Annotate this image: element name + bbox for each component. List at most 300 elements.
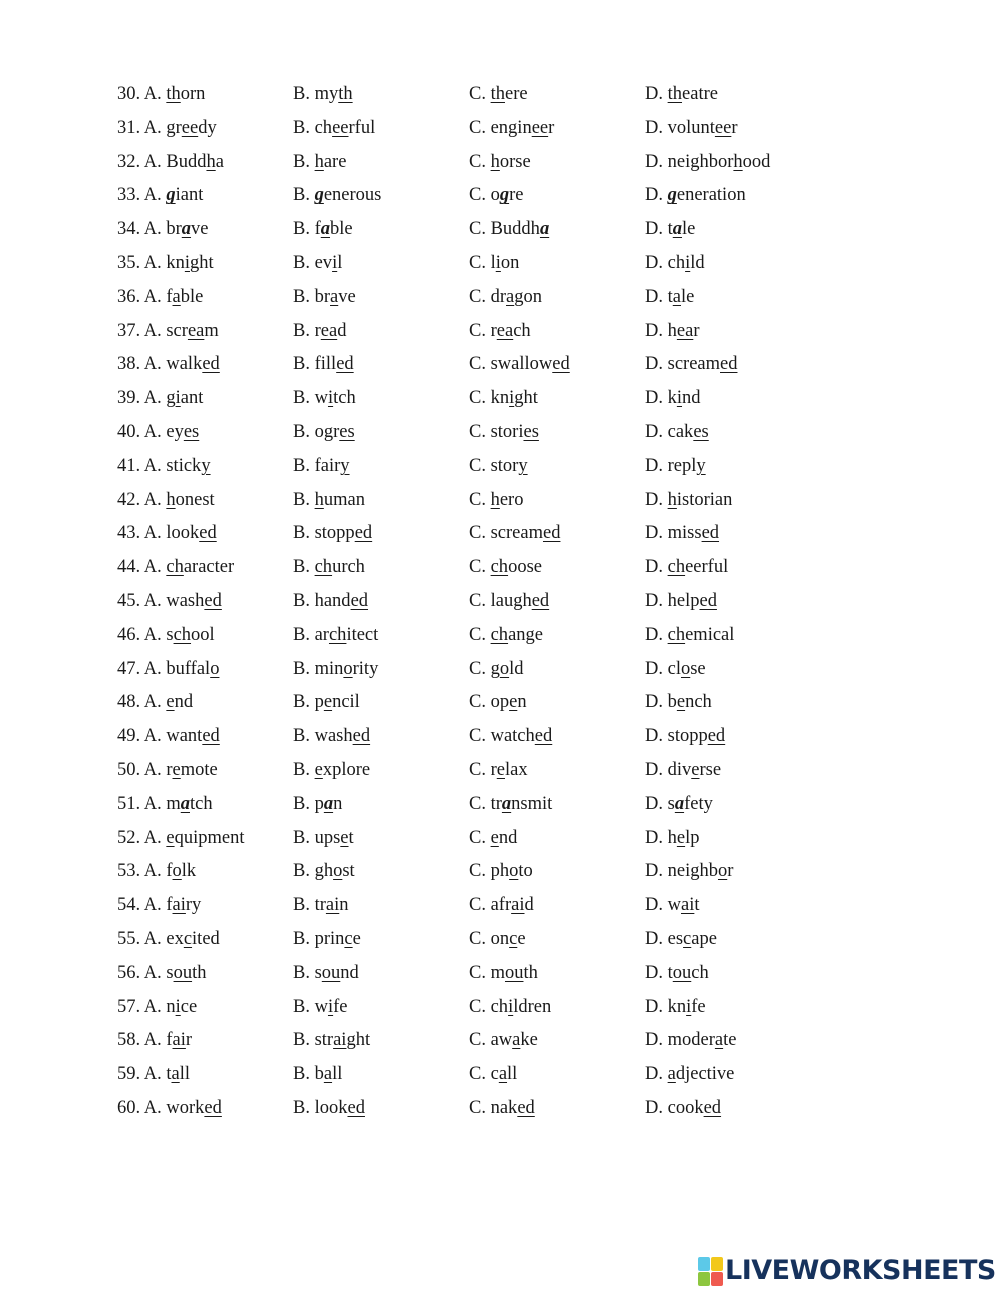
question-row — [0, 1091, 1000, 1125]
word-end: ld — [509, 658, 524, 679]
question-number: 35. — [117, 253, 141, 273]
option-a — [117, 77, 205, 111]
word-end: ape — [691, 929, 717, 949]
option-letter: D. — [645, 455, 663, 476]
word-start: work — [166, 1098, 205, 1118]
word-start: neighbor — [667, 151, 734, 172]
highlighted-letters: i — [175, 996, 181, 1017]
highlighted-letters: e — [166, 692, 175, 713]
word-end: lp — [685, 827, 700, 848]
word-start: prin — [314, 929, 345, 949]
word-end: l — [337, 253, 343, 273]
question-number: 46. — [117, 624, 141, 645]
word-start: f — [314, 219, 321, 240]
highlighted-letters: ai — [325, 895, 340, 916]
word-end: a — [215, 151, 224, 172]
highlighted-letters: y — [340, 455, 350, 476]
option-letter: B. — [293, 760, 310, 780]
option-letter: D. — [645, 996, 663, 1017]
word-end: xplore — [322, 760, 371, 780]
option-d — [645, 246, 705, 280]
option-letter: B. — [293, 1064, 310, 1085]
highlighted-letters: ai — [172, 1030, 186, 1051]
word-end: ght — [346, 1030, 371, 1051]
word-start: my — [314, 84, 339, 104]
highlighted-letters: o — [333, 861, 343, 882]
word-start: scream — [490, 523, 543, 544]
option-letter: A. — [143, 1064, 162, 1085]
option-b — [293, 314, 346, 348]
word-start: b — [667, 692, 677, 713]
option-letter: A. — [143, 793, 162, 814]
highlighted-letters: ed — [720, 354, 738, 375]
option-c — [469, 381, 538, 415]
word-end: nd — [498, 827, 518, 848]
question-row — [0, 145, 1000, 179]
highlighted-letters: c — [683, 929, 692, 949]
question-number: 60. — [117, 1098, 141, 1118]
word-start: volunt — [667, 117, 715, 138]
option-letter: B. — [293, 422, 310, 442]
option-letter: D. — [645, 388, 663, 409]
option-a — [117, 652, 219, 686]
highlighted-letters: ou — [173, 962, 193, 983]
option-c — [469, 314, 531, 348]
option-b — [293, 483, 365, 517]
question-row — [0, 1057, 1000, 1091]
word-end: e — [517, 929, 526, 949]
option-d — [645, 618, 734, 652]
option-d — [645, 719, 725, 753]
word-end: n — [333, 793, 343, 814]
option-letter: C. — [469, 692, 486, 713]
option-letter: D. — [645, 1064, 663, 1085]
word-end: nd — [340, 962, 359, 983]
option-letter: C. — [469, 861, 486, 882]
option-c — [469, 347, 570, 381]
word-start: look — [166, 523, 200, 544]
option-letter: B. — [293, 523, 310, 544]
question-row — [0, 111, 1000, 145]
highlighted-letters: i — [685, 253, 691, 273]
word-end: le — [682, 219, 696, 240]
highlighted-letters: ed — [204, 591, 222, 611]
option-b — [293, 1023, 370, 1057]
option-c — [469, 821, 517, 855]
option-b — [293, 280, 356, 314]
word-start: ar — [314, 624, 329, 645]
option-c — [469, 1057, 517, 1091]
word-start: stopp — [314, 523, 355, 544]
question-number: 38. — [117, 354, 141, 375]
option-letter: A. — [143, 253, 162, 273]
highlighted-letters: e — [509, 692, 518, 713]
highlighted-letters: e — [490, 827, 499, 848]
word-end: are — [323, 151, 347, 172]
word-start: t — [667, 962, 673, 983]
word-end: eneration — [676, 185, 746, 206]
highlighted-letters: ed — [204, 1098, 222, 1118]
word-end: ve — [191, 219, 209, 240]
option-letter: A. — [143, 422, 162, 442]
option-letter: C. — [469, 996, 486, 1017]
word-start: scream — [667, 354, 721, 375]
highlighted-letters: a — [501, 793, 512, 814]
option-letter: B. — [293, 388, 310, 409]
word-end: tch — [190, 793, 213, 814]
option-letter: A. — [143, 354, 162, 375]
highlighted-letters: i — [509, 388, 515, 409]
option-letter: D. — [645, 422, 663, 442]
option-d — [645, 1091, 721, 1125]
option-d — [645, 888, 700, 922]
option-letter: A. — [143, 489, 162, 510]
option-a — [117, 178, 203, 212]
word-start: watch — [490, 726, 535, 747]
word-end: m — [204, 320, 219, 341]
word-start: ph — [490, 861, 510, 882]
option-b — [293, 685, 360, 719]
word-start: ogr — [314, 422, 340, 442]
option-letter: D. — [645, 286, 663, 307]
option-letter: B. — [293, 286, 310, 307]
word-start: repl — [667, 455, 697, 476]
option-d — [645, 516, 719, 550]
word-end: re — [509, 185, 524, 206]
highlighted-letters: ea — [496, 320, 514, 341]
option-d — [645, 145, 770, 179]
option-b — [293, 956, 359, 990]
question-number: 33. — [117, 185, 141, 206]
option-c — [469, 719, 552, 753]
word-start: f — [166, 895, 173, 916]
icon-tile — [711, 1257, 723, 1271]
word-start: f — [166, 861, 173, 882]
option-letter: D. — [645, 320, 663, 341]
question-row — [0, 280, 1000, 314]
word-start: stick — [166, 455, 202, 476]
option-c — [469, 77, 528, 111]
question-number: 39. — [117, 388, 141, 409]
word-end: r — [731, 117, 738, 138]
icon-tile — [711, 1272, 723, 1286]
option-letter: D. — [645, 219, 663, 240]
highlighted-letters: e — [340, 827, 349, 848]
word-start: wash — [314, 726, 353, 747]
highlighted-letters: ed — [542, 523, 561, 544]
highlighted-letters: g — [166, 185, 176, 206]
liveworksheets-logo — [698, 1253, 996, 1289]
word-end: orse — [499, 151, 531, 172]
highlighted-letters: g — [667, 185, 677, 206]
word-end: ch — [513, 320, 531, 341]
word-start: ev — [314, 253, 333, 273]
word-start: g — [490, 658, 500, 679]
highlighted-letters: a — [672, 286, 681, 307]
option-letter: D. — [645, 827, 663, 848]
highlighted-letters: h — [733, 151, 743, 172]
option-letter: C. — [469, 1098, 486, 1118]
option-d — [645, 652, 706, 686]
question-number: 50. — [117, 760, 141, 780]
word-end: orn — [180, 84, 206, 104]
option-d — [645, 685, 712, 719]
option-c — [469, 888, 534, 922]
option-letter: B. — [293, 591, 310, 611]
option-a — [117, 990, 197, 1024]
question-number: 43. — [117, 523, 141, 544]
option-b — [293, 618, 378, 652]
option-c — [469, 685, 527, 719]
question-number: 31. — [117, 117, 141, 138]
highlighted-letters: o — [343, 658, 353, 679]
question-row — [0, 618, 1000, 652]
word-start: r — [314, 320, 321, 341]
option-b — [293, 77, 353, 111]
word-start: cl — [667, 658, 681, 679]
option-letter: B. — [293, 929, 310, 949]
highlighted-letters: ed — [199, 523, 217, 544]
word-end: n — [517, 692, 527, 713]
highlighted-letters: ai — [172, 895, 186, 916]
option-letter: D. — [645, 793, 663, 814]
question-row — [0, 685, 1000, 719]
word-end: ldren — [513, 996, 552, 1017]
question-number: 58. — [117, 1030, 141, 1051]
word-start: f — [166, 286, 173, 307]
word-start: g — [166, 388, 176, 409]
highlighted-letters: ed — [352, 726, 371, 747]
option-letter: C. — [469, 929, 486, 949]
word-end: d — [524, 895, 534, 916]
highlighted-letters: a — [674, 793, 685, 814]
word-start: p — [314, 692, 324, 713]
highlighted-letters: ea — [320, 320, 338, 341]
word-end: t — [694, 895, 700, 916]
highlighted-letters: y — [201, 455, 211, 476]
option-d — [645, 111, 738, 145]
word-start: look — [314, 1098, 348, 1118]
question-number: 37. — [117, 320, 141, 341]
option-b — [293, 381, 356, 415]
highlighted-letters: g — [314, 185, 324, 206]
question-row — [0, 922, 1000, 956]
word-end: ke — [520, 1030, 538, 1051]
option-letter: B. — [293, 84, 310, 104]
option-b — [293, 922, 361, 956]
option-a — [117, 415, 199, 449]
option-d — [645, 381, 701, 415]
question-row — [0, 483, 1000, 517]
option-letter: A. — [143, 286, 162, 307]
option-letter: B. — [293, 117, 310, 138]
option-letter: C. — [469, 962, 486, 983]
option-letter: A. — [143, 861, 162, 882]
highlighted-letters: e — [676, 827, 686, 848]
option-letter: A. — [143, 996, 162, 1017]
word-end: n — [339, 895, 349, 916]
question-row — [0, 178, 1000, 212]
highlighted-letters: ed — [202, 726, 220, 747]
highlighted-letters: a — [714, 1030, 724, 1051]
word-start: c — [490, 1064, 499, 1085]
word-end: e — [352, 929, 361, 949]
highlighted-letters: y — [518, 455, 528, 476]
highlighted-letters: i — [495, 253, 501, 273]
question-row — [0, 381, 1000, 415]
question-number: 53. — [117, 861, 141, 882]
question-row — [0, 347, 1000, 381]
word-start: wash — [166, 591, 205, 611]
brand-text: LIVEWORKSHEETS — [725, 1255, 996, 1286]
highlighted-letters: ee — [332, 117, 349, 138]
word-end: lax — [504, 760, 528, 780]
highlighted-letters: ch — [173, 624, 192, 645]
highlighted-letters: e — [676, 692, 686, 713]
word-end: to — [518, 861, 533, 882]
highlighted-letters: h — [667, 489, 677, 510]
question-row — [0, 212, 1000, 246]
question-row — [0, 550, 1000, 584]
highlighted-letters: o — [499, 658, 510, 679]
highlighted-letters: a — [672, 219, 683, 240]
option-letter: D. — [645, 1098, 663, 1118]
option-c — [469, 1091, 535, 1125]
word-start: aw — [490, 1030, 513, 1051]
option-letter: D. — [645, 84, 663, 104]
highlighted-letters: a — [320, 219, 331, 240]
option-a — [117, 618, 215, 652]
liveworksheets-icon — [698, 1257, 722, 1285]
option-letter: C. — [469, 455, 486, 476]
word-end: oose — [508, 557, 542, 578]
word-start: kn — [490, 388, 510, 409]
word-end: uman — [323, 489, 365, 510]
highlighted-letters: a — [667, 1064, 676, 1085]
option-c — [469, 246, 519, 280]
option-d — [645, 212, 695, 246]
highlighted-letters: es — [523, 422, 539, 442]
highlighted-letters: ou — [504, 962, 524, 983]
option-a — [117, 246, 214, 280]
option-b — [293, 347, 354, 381]
option-letter: D. — [645, 624, 663, 645]
option-b — [293, 753, 370, 787]
word-end: ited — [192, 929, 220, 949]
option-letter: C. — [469, 760, 486, 780]
option-letter: C. — [469, 354, 486, 375]
word-start: r — [490, 760, 497, 780]
option-letter: A. — [143, 117, 162, 138]
word-start: ch — [490, 996, 509, 1017]
question-number: 45. — [117, 591, 141, 611]
word-start: h — [667, 827, 677, 848]
option-letter: C. — [469, 1064, 486, 1085]
question-number: 44. — [117, 557, 141, 578]
option-letter: A. — [143, 760, 162, 780]
word-end: th — [523, 962, 538, 983]
highlighted-letters: a — [539, 219, 550, 240]
word-start: nak — [490, 1098, 518, 1118]
word-start: want — [166, 726, 203, 747]
option-letter: D. — [645, 929, 663, 949]
word-end: eatre — [682, 84, 718, 104]
option-letter: B. — [293, 861, 310, 882]
option-letter: B. — [293, 557, 310, 578]
word-end: r — [693, 320, 700, 341]
option-letter: C. — [469, 185, 486, 206]
option-letter: D. — [645, 185, 663, 206]
question-number: 30. — [117, 84, 141, 104]
option-b — [293, 652, 378, 686]
highlighted-letters: i — [676, 388, 683, 409]
highlighted-letters: i — [327, 388, 334, 409]
option-b — [293, 821, 354, 855]
option-letter: C. — [469, 557, 486, 578]
question-number: 54. — [117, 895, 141, 916]
word-start: gr — [166, 117, 182, 138]
highlighted-letters: o — [717, 861, 728, 882]
highlighted-letters: ed — [699, 591, 717, 611]
word-end: rful — [348, 117, 376, 138]
word-start: p — [314, 793, 324, 814]
word-start: stopp — [667, 726, 708, 747]
highlighted-letters: th — [667, 84, 683, 104]
word-start: walk — [166, 354, 203, 375]
option-a — [117, 888, 201, 922]
option-letter: A. — [143, 455, 162, 476]
highlighted-letters: o — [172, 861, 182, 882]
question-number: 47. — [117, 658, 141, 679]
option-letter: C. — [469, 591, 486, 611]
word-end: fe — [691, 996, 706, 1017]
option-letter: B. — [293, 320, 310, 341]
option-a — [117, 483, 215, 517]
highlighted-letters: ai — [333, 1030, 347, 1051]
highlighted-letters: ed — [347, 1098, 365, 1118]
option-b — [293, 145, 346, 179]
word-start: afr — [490, 895, 512, 916]
word-start: ch — [314, 117, 333, 138]
question-number: 52. — [117, 827, 141, 848]
option-letter: D. — [645, 760, 663, 780]
highlighted-letters: ed — [202, 354, 220, 375]
question-row — [0, 77, 1000, 111]
highlighted-letters: h — [206, 151, 216, 172]
question-number: 55. — [117, 929, 141, 949]
option-letter: A. — [143, 1098, 162, 1118]
word-end: ere — [504, 84, 528, 104]
option-letter: A. — [143, 185, 162, 206]
option-letter: B. — [293, 895, 310, 916]
highlighted-letters: ea — [187, 320, 205, 341]
option-letter: B. — [293, 219, 310, 240]
word-start: Buddh — [490, 219, 540, 240]
highlighted-letters: i — [327, 996, 334, 1017]
option-a — [117, 516, 217, 550]
option-c — [469, 956, 538, 990]
question-row — [0, 956, 1000, 990]
option-letter: B. — [293, 624, 310, 645]
word-end: ble — [180, 286, 204, 307]
word-end: ll — [507, 1064, 518, 1085]
option-b — [293, 990, 347, 1024]
word-end: ange — [508, 624, 543, 645]
option-a — [117, 956, 206, 990]
option-a — [117, 449, 211, 483]
option-letter: D. — [645, 117, 663, 138]
highlighted-letters: ea — [676, 320, 694, 341]
